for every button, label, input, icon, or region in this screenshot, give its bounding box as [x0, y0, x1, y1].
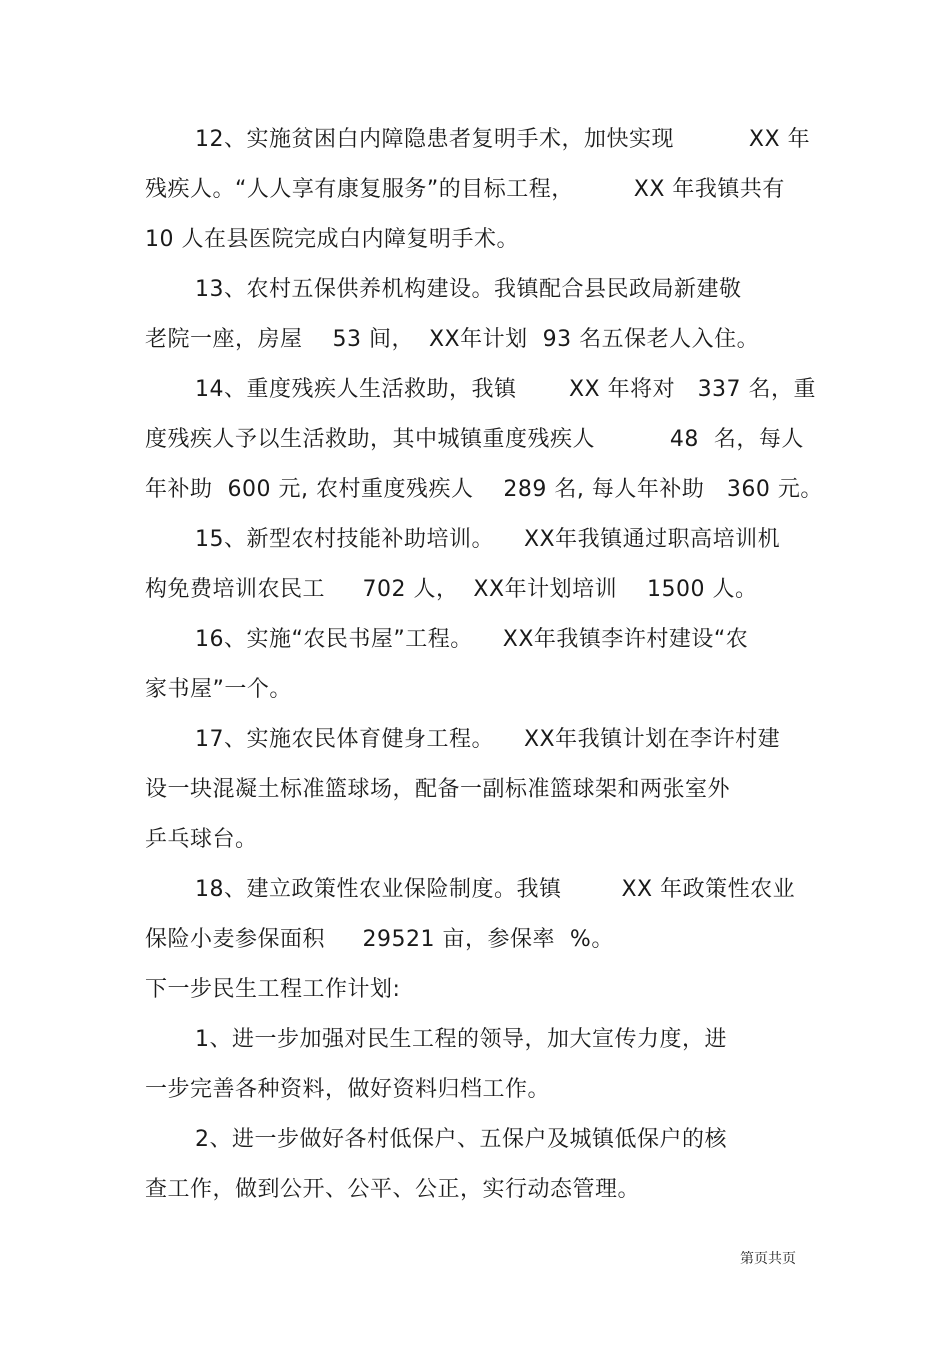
text-line: 17、实施农民体育健身工程。 XX年我镇计划在李许村建	[195, 727, 781, 752]
text-line: 构免费培训农民工 702 人， XX年计划培训 1500 人。	[145, 577, 758, 602]
text-line: 残疾人。“人人享有康复服务”的目标工程， XX 年我镇共有	[145, 177, 785, 202]
text-line: 度残疾人予以生活救助，其中城镇重度残疾人 48 名，每人	[145, 427, 804, 452]
text-line: 10 人在县医院完成白内障复明手术。	[145, 227, 519, 252]
text-line: 家书屋”一个。	[145, 677, 292, 702]
text-line: 2、进一步做好各村低保户、五保户及城镇低保户的核	[195, 1127, 727, 1152]
text-line: 15、新型农村技能补助培训。 XX年我镇通过职高培训机	[195, 527, 781, 552]
text-line: 保险小麦参保面积 29521 亩，参保率 %。	[145, 927, 614, 952]
text-line: 18、建立政策性农业保险制度。我镇 XX 年政策性农业	[195, 877, 796, 902]
text-line: 13、农村五保供养机构建设。我镇配合县民政局新建敬	[195, 277, 742, 302]
text-line: 16、实施“农民书屋”工程。 XX年我镇李许村建设“农	[195, 627, 749, 652]
text-line: 12、实施贫困白内障隐患者复明手术，加快实现 XX 年	[195, 127, 811, 152]
text-line: 查工作，做到公开、公平、公正，实行动态管理。	[145, 1177, 641, 1202]
page-footer: 第页共页	[740, 1251, 796, 1267]
text-line: 一步完善各种资料，做好资料归档工作。	[145, 1077, 551, 1102]
text-line: 1、进一步加强对民生工程的领导，加大宣传力度，进	[195, 1027, 727, 1052]
text-line: 年补助 600 元, 农村重度残疾人 289 名, 每人年补助 360 元。	[145, 477, 823, 502]
text-line: 老院一座，房屋 53 间， XX年计划 93 名五保老人入住。	[145, 327, 760, 352]
section-heading: 下一步民生工程工作计划:	[145, 977, 401, 1002]
text-line: 设一块混凝土标准篮球场，配备一副标准篮球架和两张室外	[145, 777, 731, 802]
text-line: 乒乓球台。	[145, 827, 258, 852]
text-line: 14、重度残疾人生活救助，我镇 XX 年将对 337 名，重	[195, 377, 817, 402]
